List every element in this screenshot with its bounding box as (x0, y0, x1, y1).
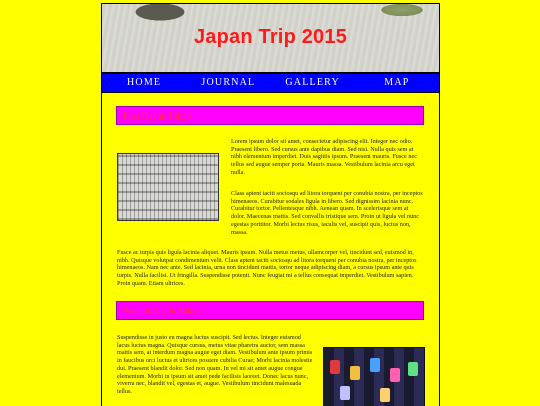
site-title: Japan Trip 2015 (193, 26, 348, 48)
day2-paragraph-1: Suspendisse in justo eu magna luctus suscipit. Sed lectus. Integer euismod lacus luctus magna. Quisque cursus, metus vitae pharetra auctor, sem massa mattis sem, at interdum magna augue eget diam. Vestibulum ante ipsum primis in faucibus orci luctus et ultrices posuere cubilia Curae; Morbi lacinia molestie dui. Praesent blandit dolor. Sed non quam. In vel mi sit amet augue congue elementum. Morbi in ipsum sit amet pede facilisis laoreet. Donec lacus nunc, viverra nec, blandit vel, egestas et, augue. Vestibulum tincidunt malesuada tellus. (117, 334, 313, 395)
page-container (101, 3, 440, 406)
header-banner (102, 4, 439, 73)
day1-paragraph-3: Fusce ac turpis quis ligula lacinia aliquet. Mauris ipsum. Nulla metus metus, ullamcorper vel, tincidunt sed, euismod in, nibh. Quisque volutpat condimentum velit. Class aptent taciti sociosqu ad litora torquent per conubia nostra, per inceptos himenaeos. Nam nec ante. Sed lacinia, urna non tincidunt mattis, tortor neque adipiscing diam, a cursus ipsum ante quis turpis. Nulla facilisi. Ut fringilla. Suspendisse potenti. Nunc feugiat mi a tellus consequat imperdiet. Vestibulum sapien. Proin quam. Etiam ultrices. (117, 249, 417, 287)
nav-home[interactable]: HOME (127, 77, 162, 88)
nav-journal[interactable]: JOURNAL (201, 77, 256, 88)
nav-gallery[interactable]: GALLERY (285, 77, 340, 88)
section-heading-day1: First Day in Tokyo (116, 106, 424, 125)
main-nav (102, 73, 439, 93)
pachinko-photo (323, 347, 425, 406)
day1-paragraph-1: Lorem ipsum dolor sit amet, consectetur adipiscing elit. Integer nec odio. Praesent libero. Sed cursus ante dapibus diam. Sed nisi. Nulla quis sem at nibh elementum imperdiet. Duis sagittis ipsum. Praesent mauris. Fusce nec tellus sed augue semper porta. Mauris massa. Vestibulum lacinia arcu eget nulla. (231, 138, 417, 176)
nav-map[interactable]: MAP (384, 77, 410, 88)
lockers-photo (117, 153, 219, 221)
section-heading-day2: Second Day in Tokyo (116, 301, 424, 320)
day1-paragraph-2: Class aptent taciti sociosqu ad litora torquent per conubia nostra, per inceptos himenaeos. Curabitur sodales ligula in libero. Sed dignissim lacinia nunc. Curabitur tortor. Pellentesque nibh. Aenean quam. In scelerisque sem at dolor. Maecenas mattis. Sed convallis tristique sem. Proin ut ligula vel nunc egestas porttitor. Morbi lectus risus, iaculis vel, suscipit quis, luctus non, massa. (231, 190, 423, 236)
